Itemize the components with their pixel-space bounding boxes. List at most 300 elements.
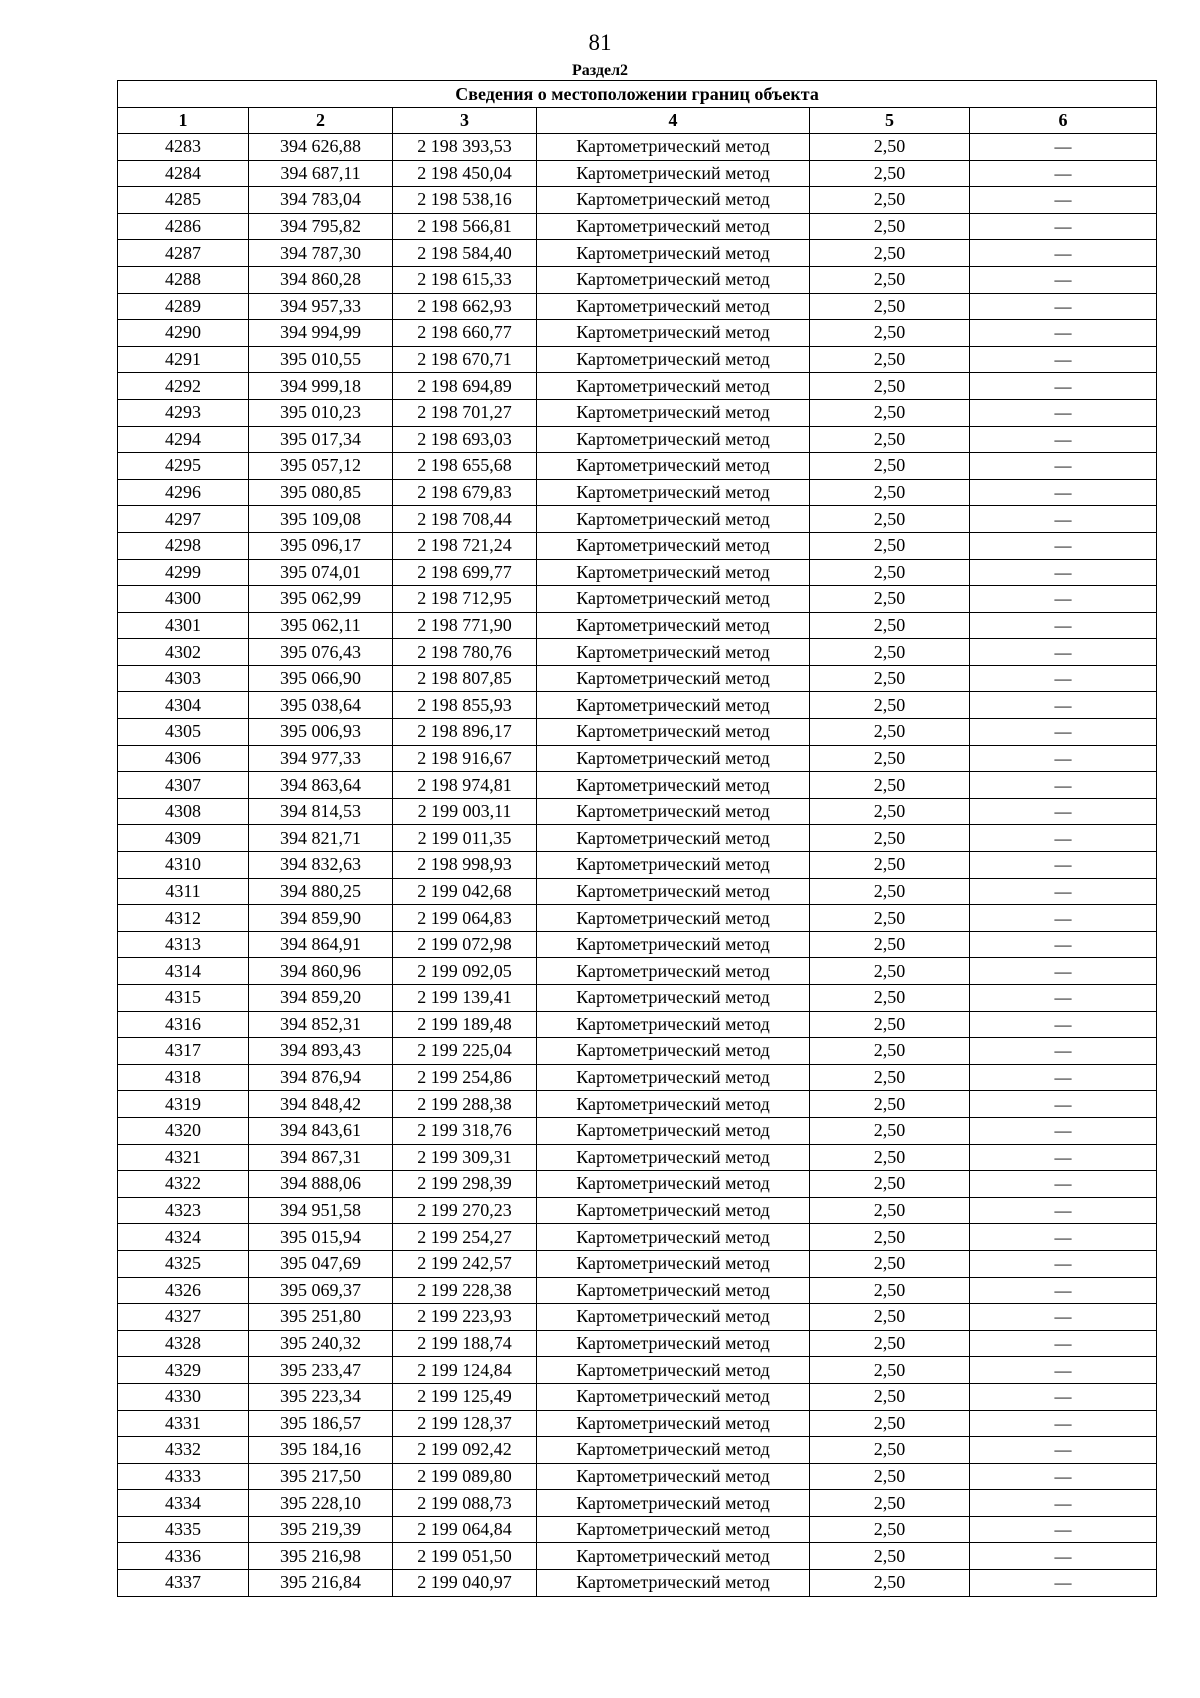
cell-coordinate-y: 2 198 393,53 [393,134,537,161]
cell-point-number: 4324 [118,1224,249,1251]
cell-accuracy: 2,50 [810,453,970,480]
cell-accuracy: 2,50 [810,240,970,267]
cell-accuracy: 2,50 [810,1171,970,1198]
cell-accuracy: 2,50 [810,1117,970,1144]
cell-note: — [970,639,1157,666]
cell-coordinate-x: 395 080,85 [249,479,393,506]
cell-method: Картометрический метод [537,1091,810,1118]
cell-coordinate-y: 2 198 998,93 [393,852,537,879]
cell-note: — [970,293,1157,320]
cell-method: Картометрический метод [537,905,810,932]
cell-point-number: 4302 [118,639,249,666]
cell-point-number: 4295 [118,453,249,480]
cell-coordinate-x: 394 893,43 [249,1038,393,1065]
cell-coordinate-x: 395 233,47 [249,1357,393,1384]
cell-point-number: 4337 [118,1570,249,1597]
cell-point-number: 4307 [118,772,249,799]
cell-coordinate-x: 394 880,25 [249,878,393,905]
cell-method: Картометрический метод [537,399,810,426]
cell-note: — [970,958,1157,985]
cell-point-number: 4287 [118,240,249,267]
cell-coordinate-y: 2 199 223,93 [393,1304,537,1331]
cell-method: Картометрический метод [537,426,810,453]
cell-note: — [970,532,1157,559]
cell-coordinate-x: 394 994,99 [249,320,393,347]
cell-point-number: 4331 [118,1410,249,1437]
cell-method: Картометрический метод [537,1277,810,1304]
table-row [118,1038,1157,1065]
cell-coordinate-x: 395 062,99 [249,586,393,613]
cell-method: Картометрический метод [537,453,810,480]
cell-coordinate-x: 394 888,06 [249,1171,393,1198]
cell-point-number: 4288 [118,266,249,293]
cell-coordinate-y: 2 199 124,84 [393,1357,537,1384]
cell-note: — [970,665,1157,692]
cell-method: Картометрический метод [537,506,810,533]
cell-coordinate-x: 395 047,69 [249,1250,393,1277]
table-row [118,1516,1157,1543]
cell-note: — [970,1064,1157,1091]
cell-point-number: 4312 [118,905,249,932]
cell-coordinate-x: 395 006,93 [249,719,393,746]
cell-accuracy: 2,50 [810,1064,970,1091]
cell-accuracy: 2,50 [810,985,970,1012]
table-row [118,1197,1157,1224]
cell-accuracy: 2,50 [810,1357,970,1384]
cell-note: — [970,1091,1157,1118]
cell-point-number: 4286 [118,213,249,240]
cell-point-number: 4319 [118,1091,249,1118]
cell-coordinate-x: 394 687,11 [249,160,393,187]
cell-coordinate-y: 2 199 072,98 [393,931,537,958]
cell-method: Картометрический метод [537,1490,810,1517]
cell-coordinate-y: 2 198 693,03 [393,426,537,453]
cell-method: Картометрический метод [537,1410,810,1437]
cell-accuracy: 2,50 [810,1197,970,1224]
cell-method: Картометрический метод [537,586,810,613]
table-row [118,931,1157,958]
cell-method: Картометрический метод [537,692,810,719]
cell-method: Картометрический метод [537,878,810,905]
table-row [118,1570,1157,1597]
cell-coordinate-x: 394 860,28 [249,266,393,293]
cell-coordinate-y: 2 199 242,57 [393,1250,537,1277]
cell-coordinate-y: 2 199 254,86 [393,1064,537,1091]
cell-note: — [970,825,1157,852]
cell-coordinate-y: 2 199 011,35 [393,825,537,852]
cell-accuracy: 2,50 [810,134,970,161]
cell-accuracy: 2,50 [810,320,970,347]
boundary-coordinates-table [117,80,1157,1597]
table-row [118,1410,1157,1437]
cell-method: Картометрический метод [537,1224,810,1251]
cell-coordinate-x: 395 109,08 [249,506,393,533]
cell-note: — [970,772,1157,799]
cell-method: Картометрический метод [537,825,810,852]
cell-coordinate-y: 2 198 566,81 [393,213,537,240]
cell-note: — [970,1437,1157,1464]
column-header-5: 5 [810,108,970,134]
cell-point-number: 4303 [118,665,249,692]
cell-method: Картометрический метод [537,559,810,586]
cell-coordinate-y: 2 198 721,24 [393,532,537,559]
cell-method: Картометрический метод [537,187,810,214]
cell-point-number: 4311 [118,878,249,905]
cell-coordinate-y: 2 198 662,93 [393,293,537,320]
cell-coordinate-x: 395 038,64 [249,692,393,719]
cell-note: — [970,1463,1157,1490]
cell-point-number: 4323 [118,1197,249,1224]
table-body [118,134,1157,1597]
cell-coordinate-x: 395 076,43 [249,639,393,666]
cell-accuracy: 2,50 [810,1543,970,1570]
table-row [118,426,1157,453]
cell-coordinate-y: 2 198 780,76 [393,639,537,666]
cell-accuracy: 2,50 [810,931,970,958]
cell-note: — [970,1038,1157,1065]
cell-note: — [970,1224,1157,1251]
table-row [118,1091,1157,1118]
cell-point-number: 4322 [118,1171,249,1198]
cell-point-number: 4309 [118,825,249,852]
table-row [118,1330,1157,1357]
cell-point-number: 4289 [118,293,249,320]
cell-coordinate-y: 2 199 040,97 [393,1570,537,1597]
cell-point-number: 4321 [118,1144,249,1171]
cell-accuracy: 2,50 [810,825,970,852]
cell-point-number: 4334 [118,1490,249,1517]
cell-coordinate-x: 394 814,53 [249,798,393,825]
cell-coordinate-y: 2 199 092,05 [393,958,537,985]
cell-coordinate-y: 2 198 974,81 [393,772,537,799]
cell-note: — [970,426,1157,453]
cell-method: Картометрический метод [537,1171,810,1198]
cell-accuracy: 2,50 [810,772,970,799]
cell-accuracy: 2,50 [810,798,970,825]
table-row [118,825,1157,852]
cell-point-number: 4293 [118,399,249,426]
cell-accuracy: 2,50 [810,1011,970,1038]
cell-point-number: 4314 [118,958,249,985]
table-row [118,905,1157,932]
cell-accuracy: 2,50 [810,559,970,586]
cell-accuracy: 2,50 [810,1490,970,1517]
cell-point-number: 4327 [118,1304,249,1331]
table-row [118,1171,1157,1198]
cell-method: Картометрический метод [537,160,810,187]
cell-coordinate-x: 394 832,63 [249,852,393,879]
section-label: Раздел2 [571,62,629,79]
cell-point-number: 4292 [118,373,249,400]
cell-method: Картометрический метод [537,958,810,985]
cell-coordinate-y: 2 198 916,67 [393,745,537,772]
cell-coordinate-x: 394 876,94 [249,1064,393,1091]
cell-coordinate-x: 395 240,32 [249,1330,393,1357]
cell-coordinate-y: 2 199 089,80 [393,1463,537,1490]
cell-coordinate-x: 394 848,42 [249,1091,393,1118]
cell-note: — [970,1330,1157,1357]
cell-coordinate-y: 2 198 699,77 [393,559,537,586]
cell-note: — [970,852,1157,879]
table-row [118,506,1157,533]
table-row [118,399,1157,426]
table-row [118,665,1157,692]
table-row [118,745,1157,772]
cell-note: — [970,586,1157,613]
cell-note: — [970,1144,1157,1171]
cell-method: Картометрический метод [537,612,810,639]
cell-accuracy: 2,50 [810,160,970,187]
table-row [118,320,1157,347]
table-row [118,1304,1157,1331]
cell-note: — [970,1543,1157,1570]
cell-coordinate-x: 395 017,34 [249,426,393,453]
table-row [118,479,1157,506]
cell-point-number: 4315 [118,985,249,1012]
cell-coordinate-y: 2 198 771,90 [393,612,537,639]
cell-note: — [970,187,1157,214]
cell-note: — [970,1383,1157,1410]
cell-coordinate-x: 395 251,80 [249,1304,393,1331]
cell-point-number: 4329 [118,1357,249,1384]
cell-note: — [970,905,1157,932]
cell-note: — [970,878,1157,905]
column-header-2: 2 [249,108,393,134]
table-row [118,346,1157,373]
cell-accuracy: 2,50 [810,958,970,985]
cell-method: Картометрический метод [537,1570,810,1597]
cell-coordinate-y: 2 199 128,37 [393,1410,537,1437]
cell-note: — [970,453,1157,480]
cell-accuracy: 2,50 [810,639,970,666]
cell-note: — [970,373,1157,400]
cell-coordinate-y: 2 199 064,84 [393,1516,537,1543]
table-row [118,559,1157,586]
table-row [118,134,1157,161]
cell-accuracy: 2,50 [810,506,970,533]
cell-method: Картометрический метод [537,1144,810,1171]
cell-point-number: 4284 [118,160,249,187]
cell-accuracy: 2,50 [810,878,970,905]
cell-coordinate-y: 2 198 701,27 [393,399,537,426]
cell-point-number: 4328 [118,1330,249,1357]
table-row [118,373,1157,400]
cell-method: Картометрический метод [537,1330,810,1357]
cell-coordinate-x: 394 999,18 [249,373,393,400]
table-row [118,958,1157,985]
cell-point-number: 4299 [118,559,249,586]
cell-note: — [970,1250,1157,1277]
cell-note: — [970,798,1157,825]
table-row [118,612,1157,639]
cell-coordinate-y: 2 198 712,95 [393,586,537,613]
cell-accuracy: 2,50 [810,346,970,373]
cell-note: — [970,985,1157,1012]
cell-coordinate-y: 2 198 679,83 [393,479,537,506]
cell-note: — [970,612,1157,639]
cell-accuracy: 2,50 [810,399,970,426]
table-title: Сведения о местоположении границ объекта [118,81,1157,108]
table-row [118,1277,1157,1304]
cell-accuracy: 2,50 [810,852,970,879]
cell-note: — [970,1197,1157,1224]
table-row [118,213,1157,240]
cell-method: Картометрический метод [537,240,810,267]
cell-coordinate-y: 2 198 896,17 [393,719,537,746]
cell-accuracy: 2,50 [810,479,970,506]
cell-accuracy: 2,50 [810,745,970,772]
cell-point-number: 4297 [118,506,249,533]
cell-method: Картометрический метод [537,293,810,320]
column-header-4: 4 [537,108,810,134]
cell-note: — [970,1410,1157,1437]
cell-coordinate-x: 395 062,11 [249,612,393,639]
cell-method: Картометрический метод [537,346,810,373]
cell-accuracy: 2,50 [810,1304,970,1331]
cell-point-number: 4316 [118,1011,249,1038]
cell-coordinate-x: 394 859,90 [249,905,393,932]
cell-coordinate-y: 2 199 139,41 [393,985,537,1012]
cell-method: Картометрический метод [537,1463,810,1490]
table-row [118,1357,1157,1384]
cell-coordinate-x: 395 219,39 [249,1516,393,1543]
cell-point-number: 4335 [118,1516,249,1543]
cell-accuracy: 2,50 [810,1570,970,1597]
table-row [118,293,1157,320]
cell-coordinate-x: 395 223,34 [249,1383,393,1410]
cell-coordinate-y: 2 198 807,85 [393,665,537,692]
cell-accuracy: 2,50 [810,1277,970,1304]
cell-point-number: 4294 [118,426,249,453]
cell-accuracy: 2,50 [810,1383,970,1410]
cell-point-number: 4304 [118,692,249,719]
cell-coordinate-x: 395 069,37 [249,1277,393,1304]
table-row [118,878,1157,905]
cell-accuracy: 2,50 [810,426,970,453]
cell-coordinate-x: 394 626,88 [249,134,393,161]
cell-coordinate-y: 2 199 228,38 [393,1277,537,1304]
cell-accuracy: 2,50 [810,1410,970,1437]
cell-note: — [970,1490,1157,1517]
cell-coordinate-y: 2 199 125,49 [393,1383,537,1410]
cell-accuracy: 2,50 [810,213,970,240]
cell-coordinate-x: 394 821,71 [249,825,393,852]
page-number: 81 [588,30,612,55]
cell-coordinate-y: 2 199 318,76 [393,1117,537,1144]
cell-method: Картометрический метод [537,373,810,400]
cell-accuracy: 2,50 [810,905,970,932]
cell-point-number: 4336 [118,1543,249,1570]
cell-coordinate-y: 2 199 288,38 [393,1091,537,1118]
cell-point-number: 4308 [118,798,249,825]
table-row [118,985,1157,1012]
cell-method: Картометрический метод [537,931,810,958]
cell-point-number: 4310 [118,852,249,879]
cell-point-number: 4290 [118,320,249,347]
table-row [118,160,1157,187]
cell-note: — [970,134,1157,161]
cell-note: — [970,320,1157,347]
cell-method: Картометрический метод [537,745,810,772]
column-header-1: 1 [118,108,249,134]
cell-note: — [970,692,1157,719]
cell-coordinate-y: 2 198 538,16 [393,187,537,214]
column-header-6: 6 [970,108,1157,134]
cell-note: — [970,240,1157,267]
cell-note: — [970,160,1157,187]
cell-method: Картометрический метод [537,772,810,799]
table-row [118,1490,1157,1517]
cell-coordinate-y: 2 198 708,44 [393,506,537,533]
cell-method: Картометрический метод [537,665,810,692]
cell-coordinate-x: 395 228,10 [249,1490,393,1517]
cell-method: Картометрический метод [537,1038,810,1065]
cell-point-number: 4313 [118,931,249,958]
cell-method: Картометрический метод [537,639,810,666]
cell-note: — [970,479,1157,506]
cell-accuracy: 2,50 [810,612,970,639]
cell-coordinate-x: 394 867,31 [249,1144,393,1171]
cell-method: Картометрический метод [537,1197,810,1224]
cell-point-number: 4306 [118,745,249,772]
cell-coordinate-y: 2 198 584,40 [393,240,537,267]
cell-coordinate-x: 395 074,01 [249,559,393,586]
cell-note: — [970,559,1157,586]
cell-coordinate-x: 395 186,57 [249,1410,393,1437]
cell-coordinate-y: 2 198 655,68 [393,453,537,480]
table-row [118,586,1157,613]
cell-note: — [970,213,1157,240]
cell-accuracy: 2,50 [810,266,970,293]
table-row [118,1011,1157,1038]
cell-note: — [970,506,1157,533]
cell-accuracy: 2,50 [810,692,970,719]
table-row [118,798,1157,825]
cell-method: Картометрический метод [537,1304,810,1331]
cell-note: — [970,1570,1157,1597]
cell-point-number: 4332 [118,1437,249,1464]
cell-point-number: 4325 [118,1250,249,1277]
cell-method: Картометрический метод [537,1383,810,1410]
cell-accuracy: 2,50 [810,1437,970,1464]
cell-method: Картометрический метод [537,985,810,1012]
cell-coordinate-y: 2 199 092,42 [393,1437,537,1464]
table-row [118,1224,1157,1251]
cell-coordinate-y: 2 198 694,89 [393,373,537,400]
cell-method: Картометрический метод [537,852,810,879]
table-row [118,266,1157,293]
cell-point-number: 4298 [118,532,249,559]
cell-point-number: 4320 [118,1117,249,1144]
cell-accuracy: 2,50 [810,373,970,400]
cell-point-number: 4283 [118,134,249,161]
column-header-3: 3 [393,108,537,134]
cell-method: Картометрический метод [537,798,810,825]
cell-point-number: 4317 [118,1038,249,1065]
cell-note: — [970,346,1157,373]
cell-coordinate-y: 2 198 660,77 [393,320,537,347]
cell-point-number: 4301 [118,612,249,639]
cell-coordinate-x: 395 015,94 [249,1224,393,1251]
cell-method: Картометрический метод [537,1250,810,1277]
cell-coordinate-y: 2 199 003,11 [393,798,537,825]
cell-coordinate-x: 395 184,16 [249,1437,393,1464]
table-row [118,1463,1157,1490]
cell-accuracy: 2,50 [810,1144,970,1171]
cell-method: Картометрический метод [537,1437,810,1464]
cell-note: — [970,931,1157,958]
cell-note: — [970,745,1157,772]
